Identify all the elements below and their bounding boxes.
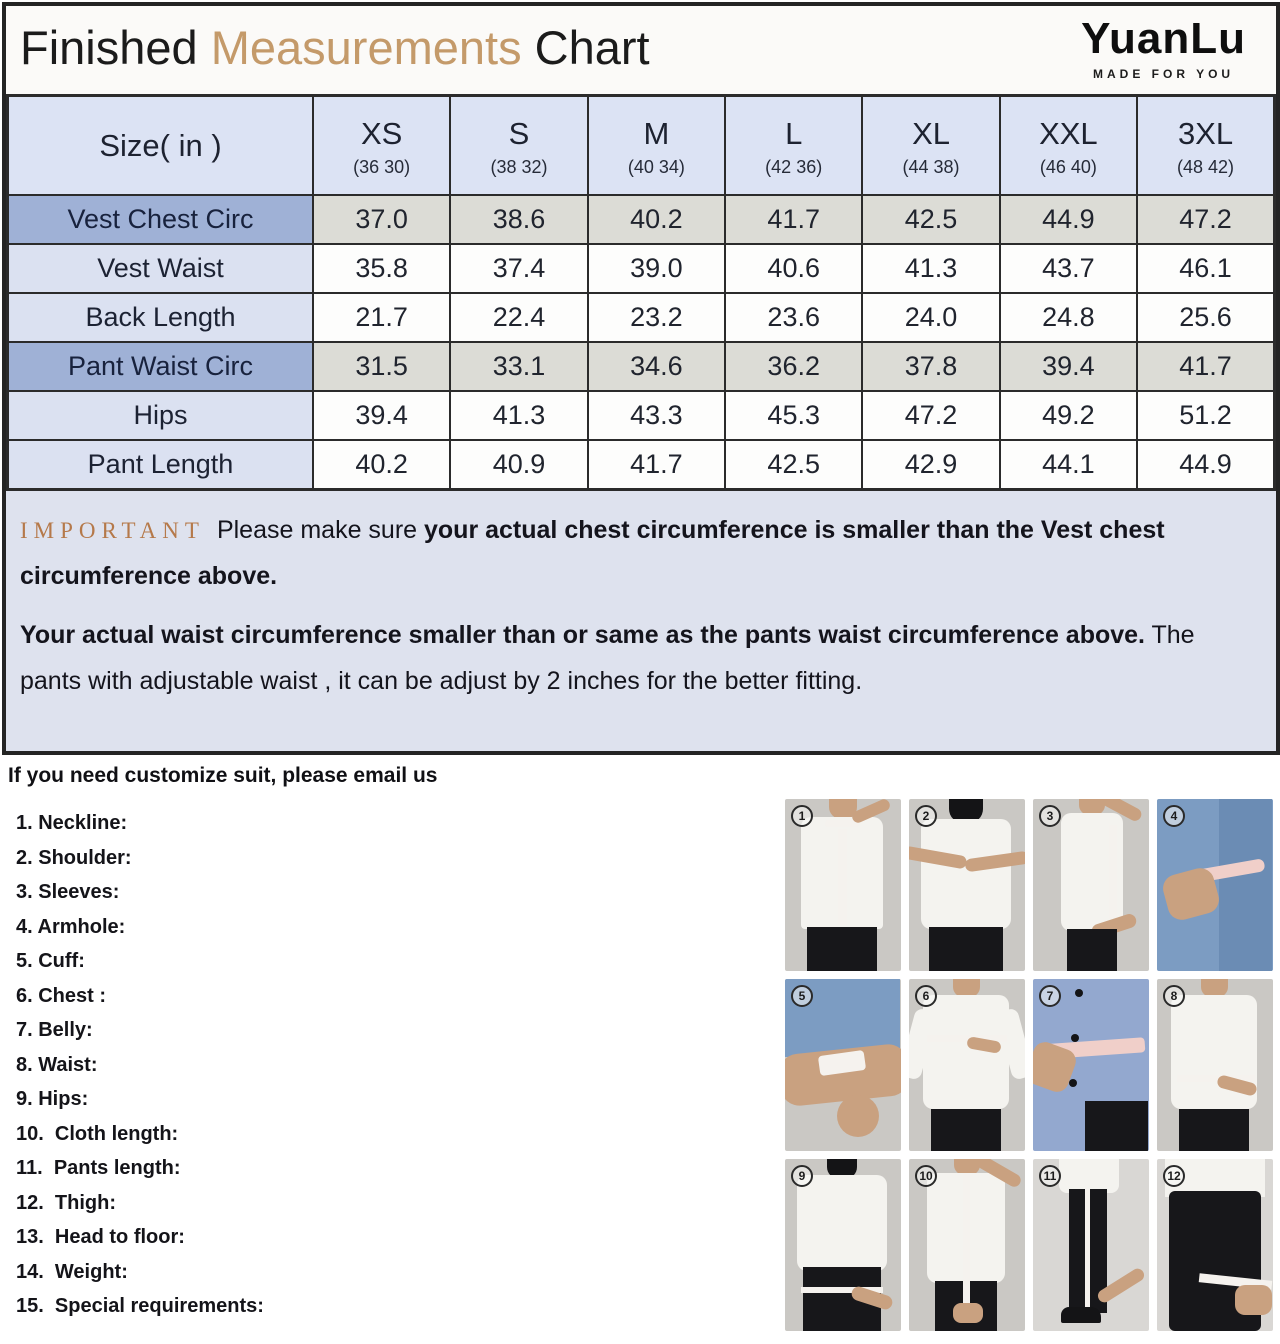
row-label: Vest Chest Circ	[8, 195, 314, 244]
measurement-cell: 47.2	[1137, 195, 1274, 244]
armhole-photo	[1157, 799, 1273, 971]
photo-shape	[1075, 989, 1083, 997]
step-number-badge: 7	[1039, 985, 1061, 1007]
table-header-row	[8, 96, 1275, 196]
measurement-cell: 37.8	[862, 342, 999, 391]
measurement-cell: 42.5	[862, 195, 999, 244]
column-header-xxl	[1000, 96, 1137, 196]
chest-photo	[909, 979, 1025, 1151]
customize-item: 4. Armhole:	[16, 915, 126, 938]
column-header-m	[588, 96, 725, 196]
title-finished: Finished	[20, 21, 211, 74]
measurement-photo-grid	[785, 799, 1273, 1331]
customize-item: 14. Weight:	[16, 1260, 128, 1283]
shoulder-photo	[909, 799, 1025, 971]
sleeves-photo	[1033, 799, 1149, 971]
size-range: (44 38)	[902, 156, 960, 177]
size-name: M	[643, 116, 670, 152]
customize-item: 1. Neckline:	[16, 812, 128, 834]
column-header-s	[450, 96, 587, 196]
size-range: (36 30)	[353, 156, 411, 177]
note-text-regular-2: The pants with adjustable waist , it can be adjust by 2 inches for the better fitting.	[20, 620, 1195, 695]
size-range: (38 32)	[490, 156, 548, 177]
note-text-regular-1: Please make sure	[216, 515, 424, 544]
measurement-cell: 36.2	[725, 342, 862, 391]
brand-tagline: MADE FOR YOU	[1092, 67, 1235, 81]
photo-shape	[1085, 1189, 1090, 1313]
step-number-badge: 12	[1163, 1165, 1185, 1187]
measurement-cell: 41.3	[450, 391, 587, 440]
thigh-photo	[1157, 1159, 1273, 1331]
size-range: (40 34)	[627, 156, 685, 177]
measurement-cell: 40.2	[588, 195, 725, 244]
customize-list	[16, 806, 264, 1324]
photo-shape	[1235, 1285, 1272, 1315]
customize-item: 9. Hips:	[16, 1088, 89, 1110]
brand-logo	[1081, 14, 1246, 81]
customize-item: 12. Thigh:	[16, 1191, 116, 1214]
measurement-cell: 35.8	[313, 244, 450, 293]
photo-shape	[1085, 1101, 1148, 1151]
cloth-length-photo	[909, 1159, 1025, 1331]
photo-shape	[807, 927, 877, 971]
measurement-cell: 23.2	[588, 293, 725, 342]
customize-item: 6. Chest :	[16, 984, 107, 1007]
row-label: Pant Length	[8, 440, 314, 489]
step-number-badge: 11	[1039, 1165, 1061, 1187]
measurement-cell: 40.6	[725, 244, 862, 293]
measurement-cell: 37.0	[313, 195, 450, 244]
photo-shape	[1219, 799, 1272, 971]
step-number-badge: 10	[915, 1165, 937, 1187]
size-range: (46 40)	[1039, 156, 1097, 177]
step-number-badge: 9	[791, 1165, 813, 1187]
column-header-xs	[313, 96, 450, 196]
measurement-cell: 43.3	[588, 391, 725, 440]
note-paragraph-1	[20, 507, 1256, 600]
photo-shape	[1071, 1034, 1079, 1042]
photo-shape	[1061, 1307, 1101, 1323]
measurement-cell: 24.8	[1000, 293, 1137, 342]
step-number-badge: 8	[1163, 985, 1185, 1007]
size-name: XS	[360, 116, 403, 152]
photo-shape	[953, 1303, 983, 1323]
measurement-cell: 44.9	[1000, 195, 1137, 244]
size-range: (48 42)	[1177, 156, 1235, 177]
column-header-l	[725, 96, 862, 196]
customize-heading: If you need customize suit, please email us	[8, 764, 438, 787]
photo-shape	[929, 927, 1003, 971]
chart-header	[6, 6, 1276, 94]
measurement-cell: 22.4	[450, 293, 587, 342]
measurement-cell: 39.0	[588, 244, 725, 293]
measurement-chart-panel	[2, 2, 1280, 755]
measurement-cell: 41.7	[588, 440, 725, 489]
photo-shape	[1069, 1079, 1077, 1087]
size-unit-label: Size( in )	[99, 127, 222, 163]
photo-shape	[1067, 929, 1117, 971]
column-header-3xl	[1137, 96, 1274, 196]
table-row	[8, 195, 1275, 244]
measurement-cell: 46.1	[1137, 244, 1274, 293]
customize-item: 3. Sleeves:	[16, 881, 120, 903]
measurement-cell: 41.7	[1137, 342, 1274, 391]
measurement-cell: 42.9	[862, 440, 999, 489]
row-label: Vest Waist	[8, 244, 314, 293]
table-body	[8, 195, 1275, 489]
customize-item: 8. Waist:	[16, 1053, 98, 1076]
photo-shape	[797, 1175, 887, 1271]
cuff-photo	[785, 979, 901, 1151]
important-note	[6, 491, 1276, 752]
measurement-cell: 39.4	[313, 391, 450, 440]
measurement-cell: 24.0	[862, 293, 999, 342]
measurement-cell: 41.7	[725, 195, 862, 244]
note-text-bold-1: your actual chest circumference is smaller than the Vest chest circumference above.	[20, 515, 1165, 590]
size-range: (42 36)	[765, 156, 823, 177]
customize-item: 15. Special requirements:	[16, 1295, 264, 1317]
measurement-cell: 44.1	[1000, 440, 1137, 489]
photo-shape	[921, 819, 1011, 929]
step-number-badge: 2	[915, 805, 937, 827]
table-corner-cell	[8, 96, 314, 196]
belly-photo	[1033, 979, 1149, 1151]
important-label: IMPORTANT	[20, 517, 205, 543]
measurement-cell: 23.6	[725, 293, 862, 342]
note-paragraph-2	[20, 612, 1256, 705]
measurement-cell: 33.1	[450, 342, 587, 391]
size-name: XXL	[1039, 116, 1098, 152]
size-name: S	[508, 116, 530, 152]
table-row	[8, 440, 1275, 489]
measurement-cell: 43.7	[1000, 244, 1137, 293]
measurement-cell: 25.6	[1137, 293, 1274, 342]
title-chart: Chart	[521, 21, 650, 74]
measurement-cell: 47.2	[862, 391, 999, 440]
measurement-cell: 39.4	[1000, 342, 1137, 391]
title-measurements: Measurements	[210, 21, 522, 74]
table-row	[8, 244, 1275, 293]
measurement-cell: 37.4	[450, 244, 587, 293]
customize-item: 11. Pants length:	[16, 1157, 181, 1179]
step-number-badge: 4	[1163, 805, 1185, 827]
row-label: Pant Waist Circ	[8, 342, 314, 391]
table-row	[8, 391, 1275, 440]
neckline-photo	[785, 799, 901, 971]
note-text-bold-2: Your actual waist circumference smaller than or same as the pants waist circumference above.	[20, 620, 1145, 649]
photo-shape	[1109, 825, 1117, 929]
size-name: 3XL	[1177, 116, 1234, 152]
customize-item: 10. Cloth length:	[16, 1122, 179, 1145]
table-row	[8, 293, 1275, 342]
measurement-cell: 40.2	[313, 440, 450, 489]
step-number-badge: 6	[915, 985, 937, 1007]
column-header-xl	[862, 96, 999, 196]
brand-name: YuanLu	[1081, 14, 1246, 63]
measurement-cell: 34.6	[588, 342, 725, 391]
step-number-badge: 1	[791, 805, 813, 827]
photo-shape	[1179, 1109, 1249, 1151]
photo-shape	[931, 1109, 1001, 1151]
waist-photo	[1157, 979, 1273, 1151]
size-name: XL	[912, 116, 950, 152]
customize-item: 5. Cuff:	[16, 950, 85, 972]
row-label: Back Length	[8, 293, 314, 342]
table-head	[8, 96, 1275, 196]
size-chart-table	[6, 94, 1276, 491]
photo-shape	[837, 1095, 879, 1137]
customize-item: 13. Head to floor:	[16, 1226, 185, 1248]
photo-shape	[838, 829, 847, 925]
measurement-cell: 21.7	[313, 293, 450, 342]
measurement-cell: 41.3	[862, 244, 999, 293]
measurement-cell: 40.9	[450, 440, 587, 489]
pants-length-photo	[1033, 1159, 1149, 1331]
page-title	[20, 20, 650, 75]
measurement-cell: 44.9	[1137, 440, 1274, 489]
measurement-cell: 31.5	[313, 342, 450, 391]
step-number-badge: 3	[1039, 805, 1061, 827]
photo-shape	[963, 1173, 970, 1317]
measurement-cell: 49.2	[1000, 391, 1137, 440]
step-number-badge: 5	[791, 985, 813, 1007]
size-name: L	[785, 116, 803, 152]
customize-item: 2. Shoulder:	[16, 846, 132, 869]
photo-shape	[1059, 1159, 1119, 1193]
hips-photo	[785, 1159, 901, 1331]
measurement-cell: 51.2	[1137, 391, 1274, 440]
measurement-cell: 45.3	[725, 391, 862, 440]
row-label: Hips	[8, 391, 314, 440]
measurement-cell: 38.6	[450, 195, 587, 244]
measurement-cell: 42.5	[725, 440, 862, 489]
table-row	[8, 342, 1275, 391]
customize-item: 7. Belly:	[16, 1019, 93, 1041]
